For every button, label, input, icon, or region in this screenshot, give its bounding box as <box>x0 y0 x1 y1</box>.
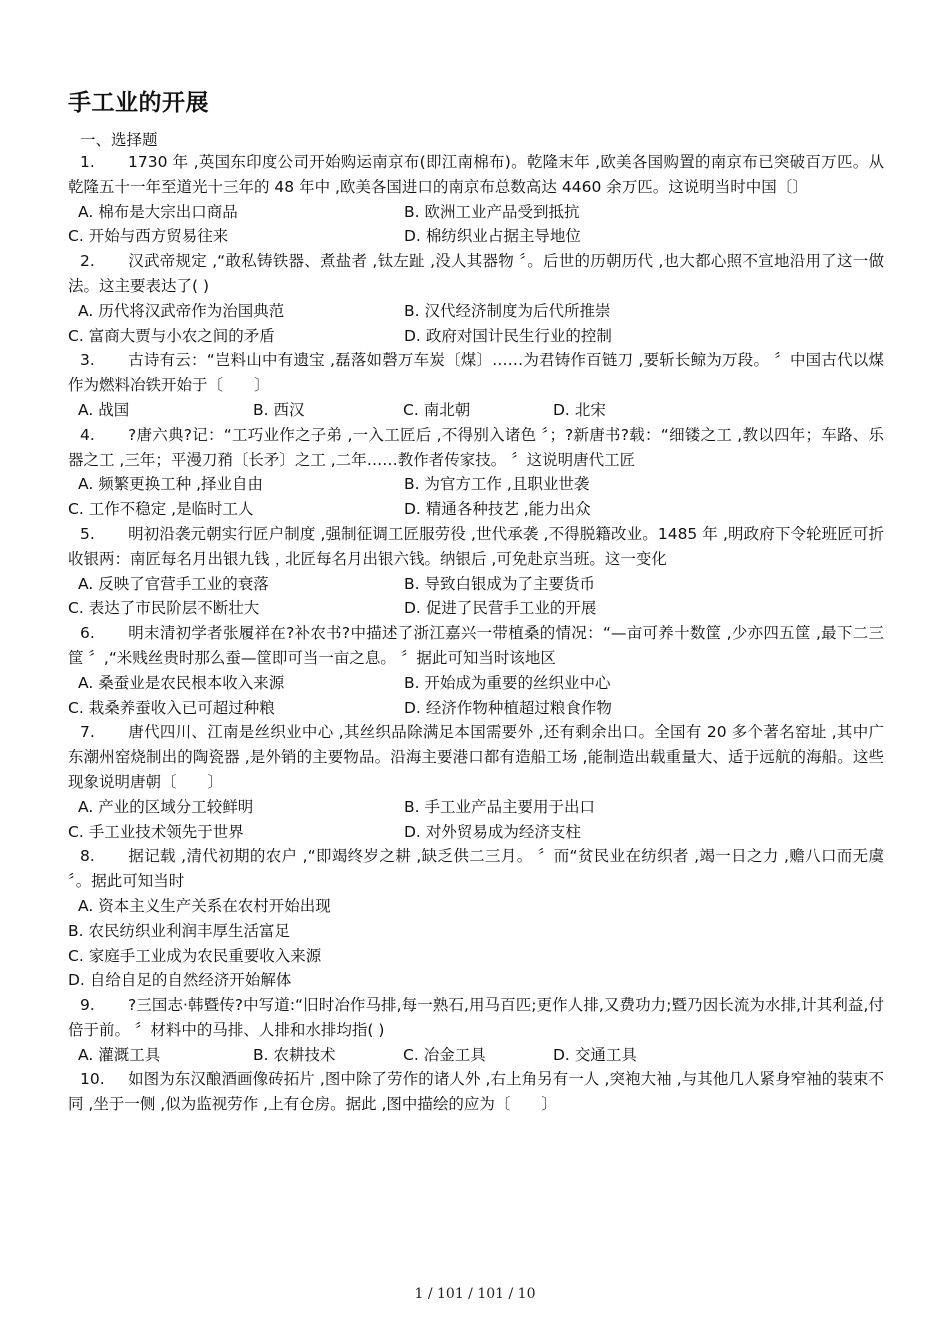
option-label: A. <box>78 475 94 494</box>
question-stem <box>68 621 884 671</box>
answer-options <box>68 398 884 423</box>
option-label: C. <box>68 500 84 519</box>
option-label: D. <box>404 822 421 841</box>
option-text: 表达了市民阶层不断壮大 <box>88 599 260 618</box>
option-text: 历代将汉武帝作为治国典范 <box>98 301 285 320</box>
option-label: D. <box>68 971 85 990</box>
answer-option-b[interactable] <box>404 795 884 820</box>
answer-options <box>68 299 884 349</box>
option-label: B. <box>68 921 84 940</box>
question-3 <box>68 348 884 422</box>
option-label: A. <box>78 301 94 320</box>
option-label: C. <box>68 326 84 345</box>
answer-option-b[interactable] <box>404 572 884 597</box>
question-text: 古诗有云：“岂料山中有遗宝 ,磊落如磬万车炭〔煤〕……为君铸作百链刀 ,要斩长鲸为万段。 〞中国古代以煤作为燃料冶铁开始于〔 〕 <box>68 351 884 395</box>
option-text: 资本主义生产关系在农村开始出现 <box>98 896 331 915</box>
option-text: 战国 <box>98 400 130 419</box>
option-text: 自给自足的自然经济开始解体 <box>89 971 292 990</box>
answer-option-c[interactable] <box>68 324 404 349</box>
option-text: 棉纺织业占据主导地位 <box>425 227 581 246</box>
option-label: A. <box>78 400 94 419</box>
answer-option-a[interactable] <box>68 671 404 696</box>
question-6 <box>68 621 884 720</box>
answer-option-d[interactable] <box>553 398 703 423</box>
answer-option-b[interactable] <box>404 299 884 324</box>
option-label: A. <box>78 202 94 221</box>
question-1 <box>68 150 884 249</box>
answer-option-b[interactable] <box>404 472 884 497</box>
option-text: 桑蚕业是农民根本收入来源 <box>98 673 285 692</box>
question-4 <box>68 423 884 522</box>
answer-option-d[interactable] <box>404 224 884 249</box>
option-text: 开始成为重要的丝织业中心 <box>424 673 611 692</box>
option-label: C. <box>403 1045 419 1064</box>
question-stem <box>68 150 884 200</box>
question-number: 9. <box>80 996 95 1015</box>
question-number: 3. <box>80 351 95 370</box>
answer-option-b[interactable] <box>253 398 403 423</box>
question-text: 明末清初学者张履祥在?补农书?中描述了浙江嘉兴一带植桑的情况：“—亩可养十数筐 ,少亦四五筐 ,最下二三筐 〞,“米贱丝贵时那么蚕—筐即可当一亩之息。 〞据此可知当时该地区 <box>68 624 884 667</box>
option-text: 频繁更换工种 ,择业自由 <box>98 475 264 494</box>
option-label: D. <box>404 227 421 246</box>
question-number: 8. <box>80 847 95 866</box>
answer-option-a[interactable] <box>68 299 404 324</box>
question-stem <box>68 423 884 473</box>
answer-options <box>68 795 884 845</box>
option-text: 冶金工具 <box>423 1045 486 1064</box>
question-stem <box>68 249 884 299</box>
answer-options <box>68 1043 884 1068</box>
answer-option-c[interactable] <box>68 224 404 249</box>
option-label: A. <box>78 673 94 692</box>
option-text: 导致白银成为了主要货币 <box>424 574 596 593</box>
option-label: B. <box>253 1045 269 1064</box>
option-text: 棉布是大宗出口商品 <box>98 202 238 221</box>
question-text: ?唐六典?记：“工巧业作之子弟 ,一入工匠后 ,不得别入诸色 〞；?新唐书?载：“细镂之工 ,教以四年；车路、乐器之工 ,三年；平漫刀矟〔长矛〕之工 ,二年……教作者传家技。 〞这说明唐代工匠 <box>68 425 884 469</box>
answer-option-d[interactable] <box>404 596 884 621</box>
question-stem <box>68 348 884 398</box>
answer-option-c[interactable] <box>68 696 404 721</box>
option-label: C. <box>403 400 419 419</box>
option-label: C. <box>68 946 84 965</box>
option-text: 手工业技术领先于世界 <box>88 822 244 841</box>
answer-options <box>68 200 884 250</box>
question-text: 据记载 ,清代初期的农户 ,“即竭终岁之耕 ,缺乏供二三月。 〞而“贫民业在纺织者 ,竭一日之力 ,赡八口而无虞 〞。据此可知当时 <box>68 847 884 891</box>
option-text: 农耕技术 <box>273 1045 336 1064</box>
answer-option-c[interactable] <box>403 398 553 423</box>
answer-option-c[interactable] <box>403 1043 553 1068</box>
option-label: D. <box>404 326 421 345</box>
answer-option-a[interactable] <box>68 1043 253 1068</box>
page-title: 手工业的开展 <box>68 90 209 116</box>
option-text: 精通各种技艺 ,能力出众 <box>425 500 591 519</box>
option-label: D. <box>553 400 570 419</box>
option-label: A. <box>78 896 94 915</box>
option-label: B. <box>404 574 420 593</box>
question-text: 明初沿袭元朝实行匠户制度 ,强制征调工匠服劳役 ,世代承袭 ,不得脱籍改业。1485 年 ,明政府下令轮班匠可折收银两：南匠每名月出银九钱﹐北匠每名月出银六钱。纳银后 ,可免赴京当班。这一变化 <box>68 524 884 568</box>
question-2 <box>68 249 884 348</box>
question-list <box>68 150 884 1117</box>
option-label: A. <box>78 574 94 593</box>
option-text: 手工业产品主要用于出口 <box>424 797 596 816</box>
answer-options <box>68 671 884 721</box>
option-label: D. <box>404 500 421 519</box>
option-text: 产业的区域分工较鲜明 <box>98 797 254 816</box>
option-text: 北宋 <box>574 400 606 419</box>
option-text: 西汉 <box>273 400 305 419</box>
question-number: 5. <box>80 524 95 543</box>
option-text: 交通工具 <box>574 1045 637 1064</box>
section-heading: 一、选择题 <box>80 131 158 149</box>
option-text: 南北朝 <box>423 400 471 419</box>
option-text: 工作不稳定 ,是临时工人 <box>88 500 254 519</box>
option-text: 为官方工作 ,且职业世袭 <box>424 475 590 494</box>
question-number: 7. <box>80 723 95 742</box>
question-8 <box>68 844 884 993</box>
option-label: B. <box>404 673 420 692</box>
option-label: B. <box>404 301 420 320</box>
option-label: B. <box>404 797 420 816</box>
answer-options <box>68 894 884 993</box>
answer-option-a[interactable] <box>68 572 404 597</box>
answer-option-d[interactable] <box>404 324 884 349</box>
question-text: 如图为东汉酿酒画像砖拓片 ,图中除了劳作的诸人外 ,右上角另有一人 ,突袍大袖 ,与其他几人紧身窄袖的装束不同 ,坐于一侧 ,似为监视劳作 ,上有仓房。据此 ,图中描绘的应为〔 〕 <box>68 1070 884 1114</box>
option-label: C. <box>68 822 84 841</box>
option-label: B. <box>253 400 269 419</box>
answer-options <box>68 572 884 622</box>
option-text: 富商大贾与小农之间的矛盾 <box>88 326 275 345</box>
option-text: 促进了民营手工业的开展 <box>425 599 597 618</box>
option-text: 汉代经济制度为后代所推崇 <box>424 301 611 320</box>
answer-option-d[interactable] <box>553 1043 703 1068</box>
answer-options <box>68 472 884 522</box>
option-text: 对外贸易成为经济支柱 <box>425 822 581 841</box>
option-text: 开始与西方贸易往来 <box>88 227 229 246</box>
answer-option-d[interactable] <box>404 696 884 721</box>
answer-option-c[interactable] <box>68 497 404 522</box>
option-label: D. <box>404 698 421 717</box>
answer-option-c[interactable] <box>68 820 404 845</box>
answer-option-d[interactable] <box>404 820 884 845</box>
question-text: 汉武帝规定 ,“敢私铸铁器、煮盐者 ,钛左趾 ,没人其器物 〞。后世的历朝历代 ,也大都心照不宣地沿用了这一做法。这主要表达了( ) <box>68 252 884 295</box>
question-text: ?三国志·韩暨传?中写道:“旧时冶作马排,每一熟石,用马百匹;更作人排,又费功力;暨乃因长流为水排,计其利益,付倍于前。 〞材料中的马排、人排和水排均指( ) <box>68 996 884 1039</box>
option-text: 栽桑养蚕收入已可超过种粮 <box>88 698 275 717</box>
question-number: 1. <box>80 153 95 171</box>
question-number: 6. <box>80 624 95 643</box>
option-label: A. <box>78 1045 94 1064</box>
question-number: 2. <box>80 252 95 271</box>
answer-option-a[interactable] <box>68 795 404 820</box>
option-label: B. <box>404 202 420 221</box>
option-text: 农民纺织业利润丰厚生活富足 <box>88 921 291 940</box>
question-stem <box>68 522 884 572</box>
question-stem <box>68 993 884 1043</box>
question-10 <box>68 1067 884 1117</box>
question-9 <box>68 993 884 1067</box>
option-label: C. <box>68 599 84 618</box>
answer-option-d[interactable] <box>404 497 884 522</box>
option-label: D. <box>404 599 421 618</box>
question-7 <box>68 720 884 844</box>
answer-option-a[interactable] <box>68 472 404 497</box>
question-5 <box>68 522 884 621</box>
question-stem <box>68 720 884 794</box>
answer-option-a[interactable] <box>68 894 884 919</box>
answer-option-c[interactable] <box>68 596 404 621</box>
option-text: 灌溉工具 <box>98 1045 161 1064</box>
answer-option-b[interactable] <box>404 671 884 696</box>
answer-option-a[interactable] <box>68 200 404 225</box>
question-stem <box>68 1067 884 1117</box>
option-text: 经济作物种植超过粮食作物 <box>425 698 612 717</box>
answer-option-b[interactable] <box>253 1043 403 1068</box>
question-text: 唐代四川、江南是丝织业中心 ,其丝织品除满足本国需要外 ,还有剩余出口。全国有 20 多个著名窑址 ,其中广东潮州窑烧制出的陶瓷器 ,是外销的主要物品。沿海主要港口都有造船工场 ,能制造出载重量大、适于远航的海船。这些现象说明唐朝〔 〕 <box>68 723 884 791</box>
option-text: 政府对国计民生行业的控制 <box>425 326 612 345</box>
answer-option-d[interactable] <box>68 968 884 993</box>
answer-option-c[interactable] <box>68 944 884 969</box>
answer-option-b[interactable] <box>68 919 884 944</box>
answer-option-b[interactable] <box>404 200 884 225</box>
question-stem <box>68 844 884 894</box>
question-number: 10. <box>80 1070 105 1089</box>
question-text: 1730 年 ,英国东印度公司开始购运南京布(即江南棉布)。乾隆末年 ,欧美各国购置的南京布已突破百万匹。从乾隆五十一年至道光十三年的 48 年中 ,欧美各国进口的南京布总数高达 4460 余万匹。这说明当时中国〔〕 <box>68 153 884 196</box>
option-label: A. <box>78 797 94 816</box>
option-label: B. <box>404 475 420 494</box>
answer-option-a[interactable] <box>68 398 253 423</box>
page-footer: 1 / 101 / 101 / 10 <box>414 1286 536 1302</box>
option-label: D. <box>553 1045 570 1064</box>
option-text: 家庭手工业成为农民重要收入来源 <box>88 946 322 965</box>
option-text: 欧洲工业产品受到抵抗 <box>424 202 580 221</box>
option-label: C. <box>68 698 84 717</box>
option-text: 反映了官营手工业的衰落 <box>98 574 269 593</box>
question-number: 4. <box>80 425 95 444</box>
option-label: C. <box>68 227 84 246</box>
